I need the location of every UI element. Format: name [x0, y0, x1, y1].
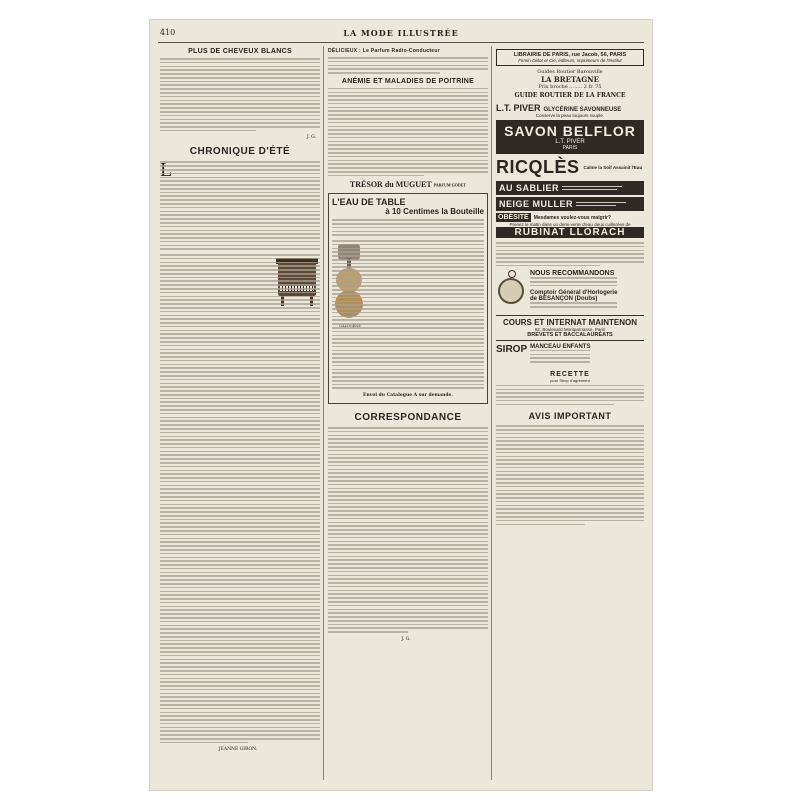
belflor-city: PARIS: [562, 145, 578, 151]
librairie-ad: [496, 49, 644, 66]
guide-price: Prix broché ........ 2 fr. 75: [538, 84, 602, 90]
watch-title: NOUS RECOMMANDONS: [530, 270, 615, 278]
tresor-small: PARFUM GODET: [433, 182, 467, 188]
sirop-manceau-ad: [496, 344, 644, 367]
delicieux-body: [328, 57, 488, 74]
piver-sub: Conserve la peau toujours souple.: [535, 113, 605, 118]
recette-sub: pour Sirop d'agrément: [550, 377, 590, 383]
magazine-page: [150, 20, 652, 790]
signature-chronique: JEANNE GIRON.: [218, 747, 258, 753]
neige-muller-ad: [496, 197, 644, 211]
tresor-muguet-ad: [328, 180, 488, 189]
sirop-text: MANCEAU ENFANTS: [530, 343, 591, 350]
cours-maintenon-ad: [496, 315, 644, 341]
obesite-product: RUBINAT LLORACH: [496, 227, 644, 238]
delicieux-title: DÉLICIEUX : Le Parfum Radio-Conducteur: [328, 48, 440, 54]
masthead: LA MODE ILLUSTRÉE: [343, 28, 459, 38]
page-number: 410: [160, 28, 176, 37]
guide-ad: [496, 69, 644, 99]
obesite-ad: [496, 213, 644, 238]
sablier-name: AU SABLIER: [499, 183, 560, 193]
eau-title: L'EAU DE TABLE: [332, 197, 406, 208]
watch-company: Comptoir Général d'Horlogerie: [530, 290, 618, 297]
recette-ad: [496, 371, 644, 383]
cours-bottom: BREVETS ET BACCALAURÉATS: [527, 331, 613, 338]
piver-ad: [496, 103, 644, 113]
notice-text: [496, 242, 644, 266]
librairie-line2: Firmin-Didot et Cie, éditeurs, imprimeurs de l'Institut: [518, 58, 622, 63]
correspondance-title: CORRESPONDANCE: [354, 412, 462, 424]
guide-heading: Guides Routier Baronville: [537, 69, 603, 75]
eau-de-table-ad: [328, 193, 488, 404]
sirop-name: SIROP: [496, 343, 528, 355]
header-rule: [158, 42, 644, 43]
belflor-ad: [496, 120, 644, 154]
horlogerie-ad: [496, 270, 644, 312]
article-body-chronique: [160, 161, 320, 752]
eau-footer: Envoi du Catalogue A sur demande.: [363, 393, 453, 399]
signature-correspondance: J. G.: [401, 636, 411, 642]
belflor-maker: L.T. PIVER: [555, 139, 585, 145]
article-title-chronique: CHRONIQUE D'ÉTÉ: [189, 146, 291, 158]
recette-body: [496, 385, 644, 406]
tresor-title: TRÉSOR du MUGUET: [349, 180, 432, 190]
avis-body: [496, 425, 644, 525]
neige-name: NEIGE MULLER: [499, 199, 574, 209]
article-body-cheveux: [160, 58, 320, 131]
piver-tag: GLYCÉRINE SAVONNEUSE: [543, 107, 622, 113]
eau-subtitle: à 10 Centimes la Bouteille: [385, 207, 484, 217]
anemie-title: ANÉMIE ET MALADIES DE POITRINE: [341, 77, 475, 85]
belflor-name: SAVON BELFLOR: [504, 123, 636, 139]
ricqles-ad: [496, 157, 644, 178]
page-header: [150, 28, 652, 42]
cours-address: 82, Boulevard Montparnasse, Paris: [534, 326, 606, 332]
obesite-text: Mesdames voulez-vous maigrir?: [533, 214, 611, 221]
column-left: [160, 46, 320, 782]
column-divider-1: [323, 46, 324, 780]
anemie-body: [328, 88, 488, 177]
guide2-title: GUIDE ROUTIER DE LA FRANCE: [514, 92, 626, 99]
correspondance-body: [328, 427, 488, 633]
ricqles-name: RICQLÈS: [496, 157, 580, 177]
obesite-line2: Prenez le matin dans un demi-verre d'eau deux cuillerées de: [509, 222, 631, 227]
signature: J. G.: [306, 135, 316, 141]
recette-title: RECETTE: [550, 370, 590, 378]
pocket-watch-icon: [496, 270, 526, 308]
obesite-tag: OBÉSITÉ: [498, 214, 529, 221]
watch-city: de BESANÇON (Doubs): [530, 296, 598, 303]
guide-title: LA BRETAGNE: [541, 75, 599, 84]
column-divider-2: [491, 46, 492, 780]
ricqles-side: Calme la Soif Assainit l'Eau: [583, 164, 643, 170]
column-middle: [328, 46, 488, 782]
article-title-cheveux: PLUS DE CHEVEUX BLANCS: [188, 48, 292, 55]
librairie-line1: LIBRAIRIE DE PARIS, rue Jacob, 56, PARIS: [513, 52, 627, 58]
avis-title: AVIS IMPORTANT: [528, 411, 612, 422]
piver-brand: L.T. PIVER: [496, 103, 541, 113]
sablier-ad: [496, 181, 644, 195]
column-right-ads: [496, 46, 644, 782]
cours-title: COURS ET INTERNAT MAINTENON: [502, 317, 638, 327]
